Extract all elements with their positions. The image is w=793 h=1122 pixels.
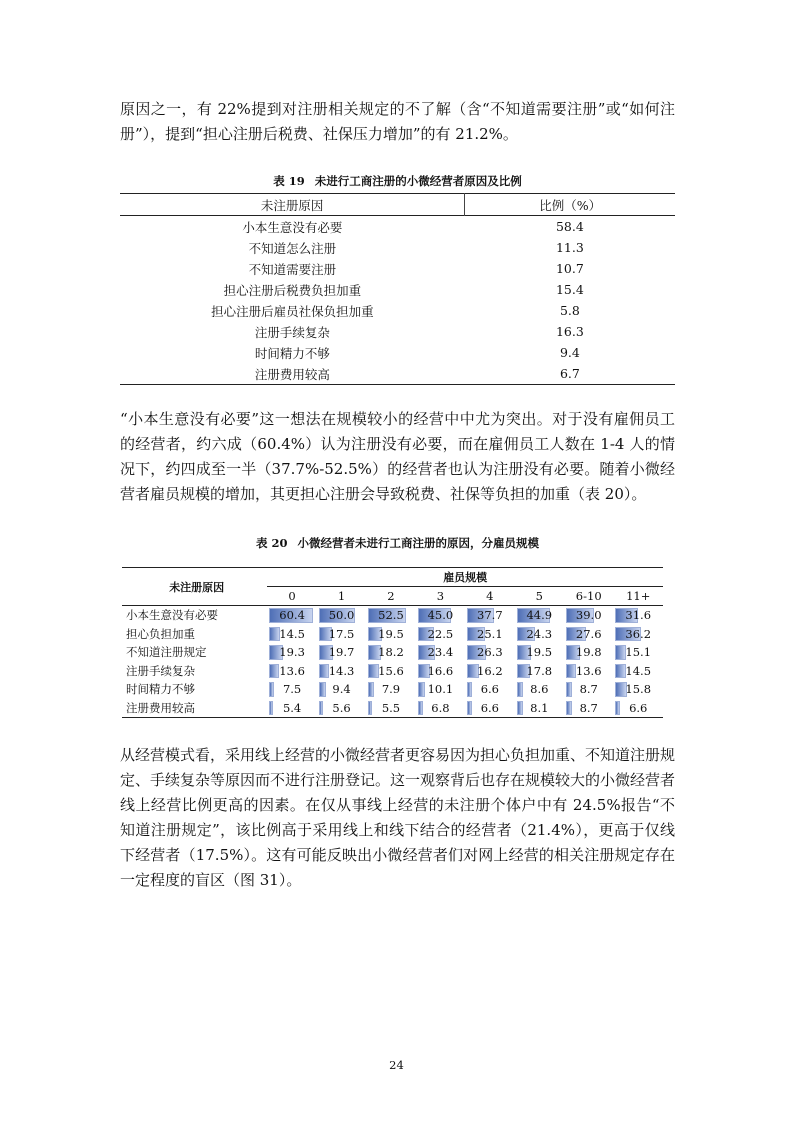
table20-column-header: 0 [267, 587, 316, 606]
table20-value-cell [416, 662, 465, 681]
table20-value: 26.3 [477, 645, 503, 660]
table20-value: 13.6 [279, 663, 305, 678]
table20-column-header: 5 [515, 587, 564, 606]
table20-row-label: 注册手续复杂 [126, 663, 195, 678]
table20-value: 19.5 [526, 645, 553, 660]
table19-row [120, 300, 675, 321]
table20-value: 8.7 [579, 700, 598, 715]
table20-value-cell [366, 606, 415, 625]
table19-header-reason: 未注册原因 [260, 197, 324, 213]
table20-value-cell [317, 680, 366, 699]
table20-value: 16.2 [477, 663, 503, 678]
table20-value: 22.5 [427, 626, 454, 641]
table20-row [122, 662, 663, 681]
table20-value-cell [465, 699, 514, 718]
table19-reason-cell: 注册手续复杂 [254, 324, 330, 340]
table20-value: 19.5 [378, 626, 404, 641]
table20-caption [120, 535, 675, 551]
table20-value-cell [366, 662, 415, 681]
table20-value: 27.6 [575, 626, 602, 641]
table19-header-percent: 比例（%） [465, 194, 675, 216]
table19-reason-cell: 担心注册后税费负担加重 [223, 282, 362, 298]
table20-value: 8.6 [530, 682, 549, 697]
table20-value: 6.6 [480, 682, 499, 697]
table20-value: 13.6 [575, 663, 602, 678]
table20-value-cell [267, 625, 316, 644]
table20-column-header: 11+ [613, 587, 663, 606]
table20-value-cell [416, 606, 465, 625]
table19-percent-cell: 6.7 [559, 366, 580, 381]
page-number: 24 [389, 1058, 404, 1072]
table20-value-cell [515, 625, 564, 644]
table20-value: 6.6 [480, 700, 499, 715]
table20-row-header: 未注册原因 [122, 568, 267, 606]
table20-value-cell [613, 643, 663, 662]
table20-value-cell [366, 625, 415, 644]
table20-value: 25.1 [477, 626, 503, 641]
table20-row [122, 643, 663, 662]
table20-value-cell [564, 606, 613, 625]
table20-value-cell [465, 625, 514, 644]
paragraph-intro: 原因之一，有 22%提到对注册相关规定的不了解（含“不知道需要注册”或“如何注册”），提到“担心注册后税费、社保压力增加”的有 21.2%。 [120, 100, 675, 143]
table19-percent-cell: 15.4 [555, 282, 584, 297]
table20-value-cell [366, 643, 415, 662]
table20-value-cell [465, 662, 514, 681]
table20-row-label: 注册费用较高 [122, 699, 267, 718]
table20-value: 50.0 [328, 608, 355, 623]
table20-value-cell [564, 643, 613, 662]
table20-value: 19.7 [328, 645, 355, 660]
table19-caption-number: 表 19 [273, 174, 305, 188]
table19-row [120, 321, 675, 342]
table20-value: 18.2 [378, 645, 404, 660]
table20-value-cell [613, 662, 663, 681]
table19-row [120, 342, 675, 363]
table20-row-label: 不知道注册规定 [126, 645, 207, 660]
table20-group-header: 雇员规模 [267, 568, 663, 587]
table20-value-cell [564, 680, 613, 699]
table20-value-cell [564, 625, 613, 644]
table20-value-cell [416, 625, 465, 644]
table20-value: 7.5 [282, 682, 302, 697]
table20-value: 5.4 [282, 700, 302, 715]
table19-reason-cell: 小本生意没有必要 [242, 219, 343, 235]
table20-value-cell [317, 699, 366, 718]
table20-value-cell [267, 680, 316, 699]
table19-reason-cell: 不知道需要注册 [248, 261, 337, 277]
table20-value: 17.8 [526, 663, 553, 678]
table20-value: 6.6 [629, 700, 648, 715]
table19-percent-cell: 9.4 [559, 345, 580, 360]
table20-row-label: 担心负担加重 [126, 626, 195, 641]
table20-value: 60.4 [279, 608, 305, 623]
table19-row [120, 363, 675, 385]
table20-row [122, 699, 663, 718]
table20-value: 24.3 [526, 626, 553, 641]
table20-caption-number: 表 20 [255, 536, 288, 550]
paragraph-analysis: “小本生意没有必要”这一想法在规模较小的经营中中尤为突出。对于没有雇佣员工的经营者，约六成（60.4%）认为注册没有必要，而在雇佣员工人数在 1-4 人的情况下，约四成至一半（37.7%-52.5%）的经营者也认为注册没有必要。随着小微经营者雇员规模的增加，其更担心注册会导致税费、社保等负担的加重（表 20）。 [120, 410, 675, 503]
table20-value-cell [613, 625, 663, 644]
table19-percent-cell: 16.3 [555, 324, 584, 339]
table20-value-cell [613, 680, 663, 699]
table20-value-cell [515, 699, 564, 718]
table20-value-cell [366, 699, 415, 718]
table19-reason-cell: 注册费用较高 [254, 366, 330, 382]
table20-value: 7.9 [381, 682, 401, 697]
table20-value: 31.6 [625, 608, 652, 623]
table19-percent-cell: 58.4 [555, 219, 584, 234]
table19-caption [120, 173, 675, 189]
table20-value: 19.8 [575, 645, 602, 660]
table20-value-cell [416, 680, 465, 699]
table19-header-row [120, 194, 675, 216]
table20-value-cell [267, 699, 316, 718]
table20-value: 6.8 [431, 700, 450, 715]
table20-value: 5.6 [332, 700, 351, 715]
table20-value-cell [515, 643, 564, 662]
table20-value-cell [613, 606, 663, 625]
table20-row [122, 680, 663, 699]
table19-caption-text: 未进行工商注册的小微经营者原因及比例 [314, 174, 522, 188]
table20-value-cell [416, 699, 465, 718]
paragraph-online: 从经营模式看，采用线上经营的小微经营者更容易因为担心负担加重、不知道注册规定、手续复杂等原因而不进行注册登记。这一观察背后也存在规模较大的小微经营者线上经营比例更高的因素。在仅从事线上经营的未注册个体户中有 24.5%报告“不知道注册规定”，该比例高于采用线上和线下结合的经营者（21.4%），更高于仅线下经营者（17.5%）。这有可能反映出小微经营者们对网上经营的相关注册规定存在一定程度的盲区（图 31）。 [120, 746, 676, 889]
table19-percent-cell: 5.8 [559, 303, 580, 318]
table20-value: 9.4 [332, 682, 351, 697]
table20-value: 10.1 [427, 682, 454, 697]
table19-percent-cell: 11.3 [555, 240, 584, 255]
table20-row [122, 606, 663, 625]
table20-value: 15.8 [625, 682, 652, 697]
table20-value-cell [465, 606, 514, 625]
table20-value-cell [564, 662, 613, 681]
table20-value-cell [317, 625, 366, 644]
table20-header-row-1 [122, 568, 663, 587]
table20-value-cell [267, 643, 316, 662]
table20-value-cell [317, 643, 366, 662]
table20-value-cell [317, 662, 366, 681]
table20-value: 37.7 [477, 608, 503, 623]
table19-percent-cell: 10.7 [555, 261, 584, 276]
table20-value: 15.1 [625, 645, 652, 660]
table20-column-header: 1 [317, 587, 366, 606]
table20-value-cell [267, 606, 316, 625]
table20-value-cell [317, 606, 366, 625]
table20-value: 15.6 [378, 663, 404, 678]
table20-value-cell [416, 643, 465, 662]
table20-value: 16.6 [427, 663, 454, 678]
table20-row-label: 时间精力不够 [126, 682, 195, 697]
table20-value-cell [515, 606, 564, 625]
table20-column-header: 2 [366, 587, 415, 606]
table20-value: 14.5 [625, 663, 652, 678]
table20-value: 8.1 [530, 700, 549, 715]
table20-value: 36.2 [625, 626, 652, 641]
table20-value: 39.0 [575, 608, 602, 623]
table20-value-cell [515, 680, 564, 699]
table19-reason-cell: 时间精力不够 [254, 345, 330, 361]
table20-value-cell [267, 662, 316, 681]
table19-row [120, 237, 675, 258]
table20-row [122, 625, 663, 644]
table19 [120, 193, 675, 385]
table20-value-cell [465, 680, 514, 699]
table20-value: 14.3 [328, 663, 355, 678]
table20-column-header: 3 [416, 587, 465, 606]
table20-value-cell [465, 643, 514, 662]
table20-value-cell [613, 699, 663, 718]
table20-value-cell [515, 662, 564, 681]
table20-column-header: 6-10 [564, 587, 613, 606]
table19-row [120, 258, 675, 279]
table19-reason-cell: 担心注册后雇员社保负担加重 [211, 303, 374, 319]
table20-value: 14.5 [279, 626, 305, 641]
table20-value-cell [366, 680, 415, 699]
table19-row [120, 279, 675, 300]
table20-value: 23.4 [427, 645, 454, 660]
table20 [122, 567, 663, 718]
table20-value-cell [564, 699, 613, 718]
table20-row-label: 小本生意没有必要 [126, 608, 218, 623]
table20-caption-text: 小微经营者未进行工商注册的原因，分雇员规模 [297, 536, 539, 550]
table20-value: 19.3 [279, 645, 305, 660]
table20-value: 5.5 [381, 700, 401, 715]
table20-value: 52.5 [378, 608, 404, 623]
table20-value: 8.7 [579, 682, 598, 697]
table19-reason-cell: 不知道怎么注册 [248, 240, 337, 256]
table20-value: 17.5 [328, 626, 355, 641]
table20-value: 44.9 [526, 608, 553, 623]
table20-column-header: 4 [465, 587, 514, 606]
table19-row [120, 216, 675, 238]
table20-value: 45.0 [427, 608, 454, 623]
